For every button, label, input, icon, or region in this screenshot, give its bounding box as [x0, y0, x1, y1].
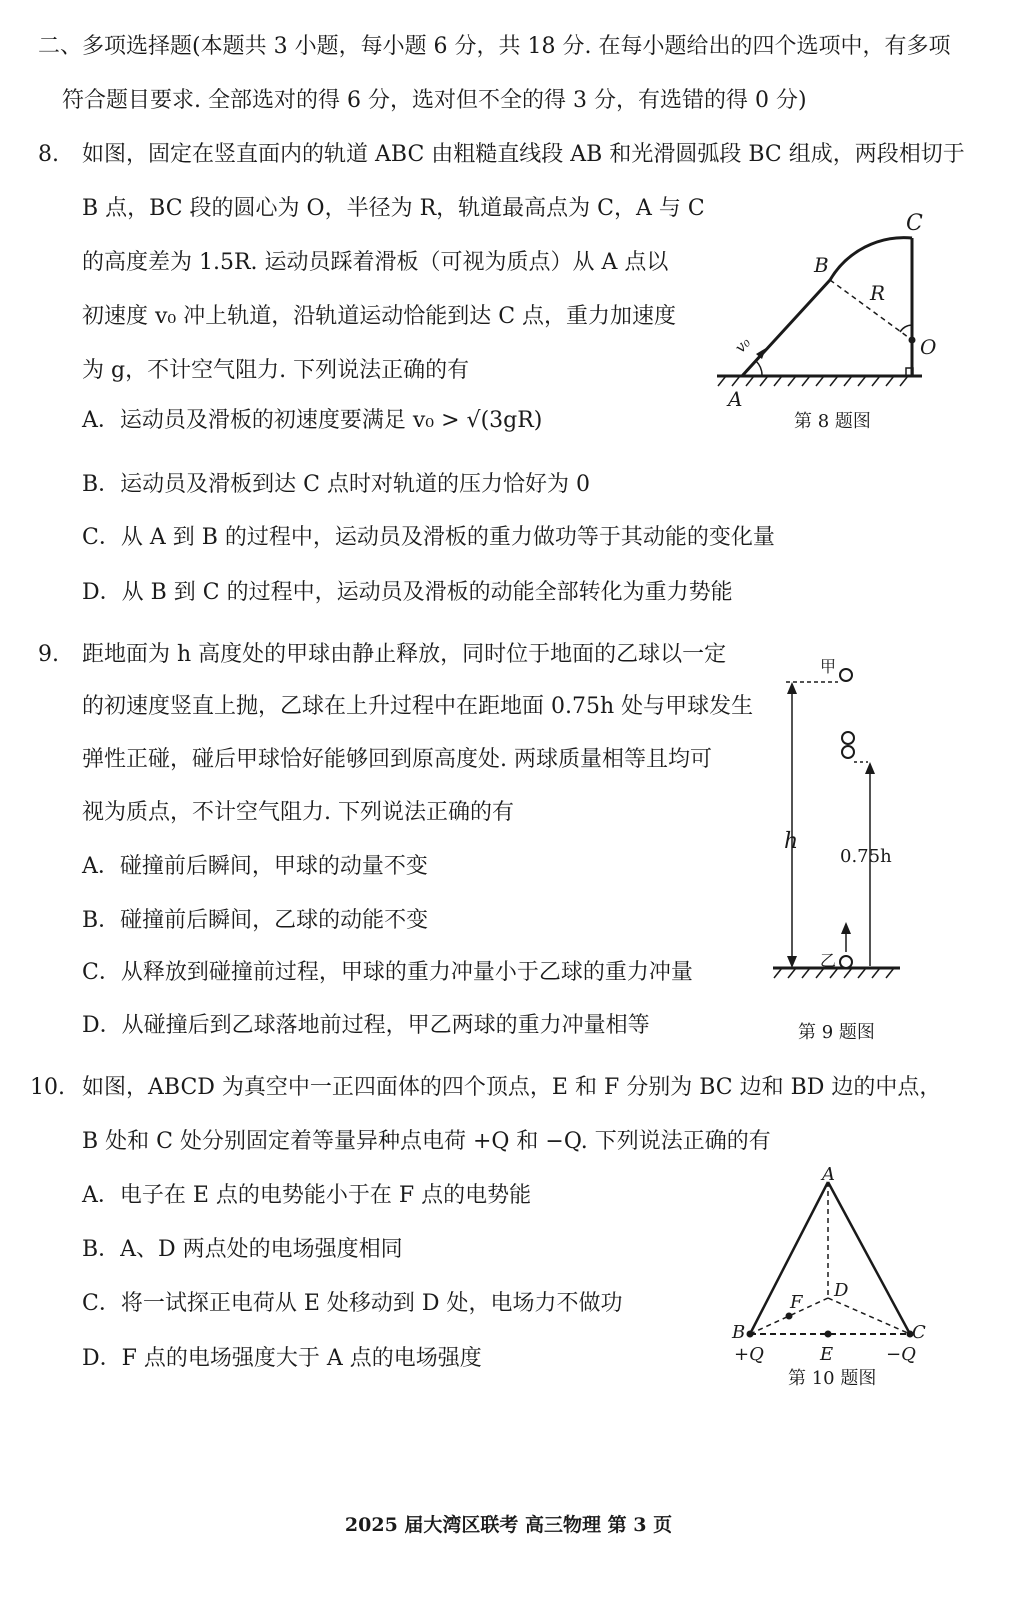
q8-line-3: 的高度差为 1.5R. 运动员踩着滑板（可视为质点）从 A 点以	[82, 250, 669, 275]
fig8-label-R: R	[870, 281, 886, 305]
q10-line-1: 如图，ABCD 为真空中一正四面体的四个顶点，E 和 F 分别为 BC 边和 BD 边的中点，	[82, 1075, 942, 1100]
q8-number: 8.	[38, 142, 59, 167]
fig8-label-A: A	[728, 387, 743, 411]
fig10-label-C: C	[912, 1322, 926, 1343]
fig10-label-A: A	[822, 1164, 835, 1185]
fig10-label-E: E	[820, 1344, 834, 1365]
fig9-label-jia: 甲	[820, 657, 837, 676]
fig10-label-minusQ: −Q	[886, 1344, 916, 1365]
q10-number: 10.	[30, 1075, 65, 1100]
q8-option-c: C．从 A 到 B 的过程中，运动员及滑板的重力做功等于其动能的变化量	[82, 525, 775, 550]
fig10-caption: 第 10 题图	[788, 1368, 877, 1389]
q10-option-b: B．A、D 两点处的电场强度相同	[82, 1237, 403, 1262]
q9-line-3: 弹性正碰，碰后甲球恰好能够回到原高度处. 两球质量相等且均可	[82, 747, 712, 772]
q9-number: 9.	[38, 642, 59, 667]
q9-option-b: B．碰撞前后瞬间，乙球的动能不变	[82, 908, 429, 933]
fig10-label-plusQ: +Q	[734, 1344, 764, 1365]
fig9-label-h: h	[784, 829, 799, 854]
q9-line-1: 距地面为 h 高度处的甲球由静止释放，同时位于地面的乙球以一定	[82, 642, 727, 667]
figure-9	[768, 652, 918, 992]
q8-option-d: D．从 B 到 C 的过程中，运动员及滑板的动能全部转化为重力势能	[82, 580, 733, 605]
q10-option-d: D．F 点的电场强度大于 A 点的电场强度	[82, 1346, 482, 1371]
fig10-label-D: D	[834, 1280, 849, 1301]
section-header-line1: 二、多项选择题(本题共 3 小题，每小题 6 分，共 18 分. 在每小题给出的四个选项中，有多项	[38, 34, 951, 59]
q8-option-a: A．运动员及滑板的初速度要满足 v₀ > √(3gR)	[82, 408, 543, 433]
q9-line-4: 视为质点，不计空气阻力. 下列说法正确的有	[82, 800, 514, 825]
page-footer: 2025 届大湾区联考 高三物理 第 3 页	[344, 1514, 673, 1536]
q9-line-2: 的初速度竖直上抛，乙球在上升过程中在距地面 0.75h 处与甲球发生	[82, 694, 754, 719]
section-header-line2: 符合题目要求. 全部选对的得 6 分，选对但不全的得 3 分，有选错的得 0 分)	[62, 88, 807, 113]
fig9-caption: 第 9 题图	[798, 1022, 875, 1043]
q8-line-1: 如图，固定在竖直面内的轨道 ABC 由粗糙直线段 AB 和光滑圆弧段 BC 组成，两段相切于	[82, 142, 965, 167]
q10-line-2: B 处和 C 处分别固定着等量异种点电荷 +Q 和 −Q. 下列说法正确的有	[82, 1129, 771, 1154]
fig10-label-F: F	[790, 1292, 803, 1313]
fig8-label-C: C	[906, 211, 923, 236]
q10-option-c: C．将一试探正电荷从 E 处移动到 D 处，电场力不做功	[82, 1291, 623, 1316]
figure-8	[712, 208, 962, 428]
q9-option-d: D．从碰撞后到乙球落地前过程，甲乙两球的重力冲量相等	[82, 1013, 650, 1038]
fig9-label-yi: 乙	[820, 951, 837, 970]
fig8-caption: 第 8 题图	[794, 411, 871, 432]
fig8-label-O: O	[920, 335, 937, 359]
fig8-label-v0: v₀	[731, 333, 755, 357]
figure-10	[730, 1164, 930, 1368]
fig8-label-B: B	[814, 253, 829, 277]
q8-option-b: B．运动员及滑板到达 C 点时对轨道的压力恰好为 0	[82, 472, 590, 497]
fig10-label-B: B	[732, 1322, 746, 1343]
q9-option-c: C．从释放到碰撞前过程，甲球的重力冲量小于乙球的重力冲量	[82, 960, 693, 985]
q8-line-4: 初速度 v₀ 冲上轨道，沿轨道运动恰能到达 C 点，重力加速度	[82, 304, 677, 329]
q10-option-a: A．电子在 E 点的电势能小于在 F 点的电势能	[82, 1183, 532, 1208]
q8-line-5: 为 g，不计空气阻力. 下列说法正确的有	[82, 358, 470, 383]
fig9-label-075h: 0.75h	[840, 846, 892, 867]
q8-line-2: B 点，BC 段的圆心为 O，半径为 R，轨道最高点为 C，A 与 C	[82, 196, 705, 221]
q9-option-a: A．碰撞前后瞬间，甲球的动量不变	[82, 854, 428, 879]
